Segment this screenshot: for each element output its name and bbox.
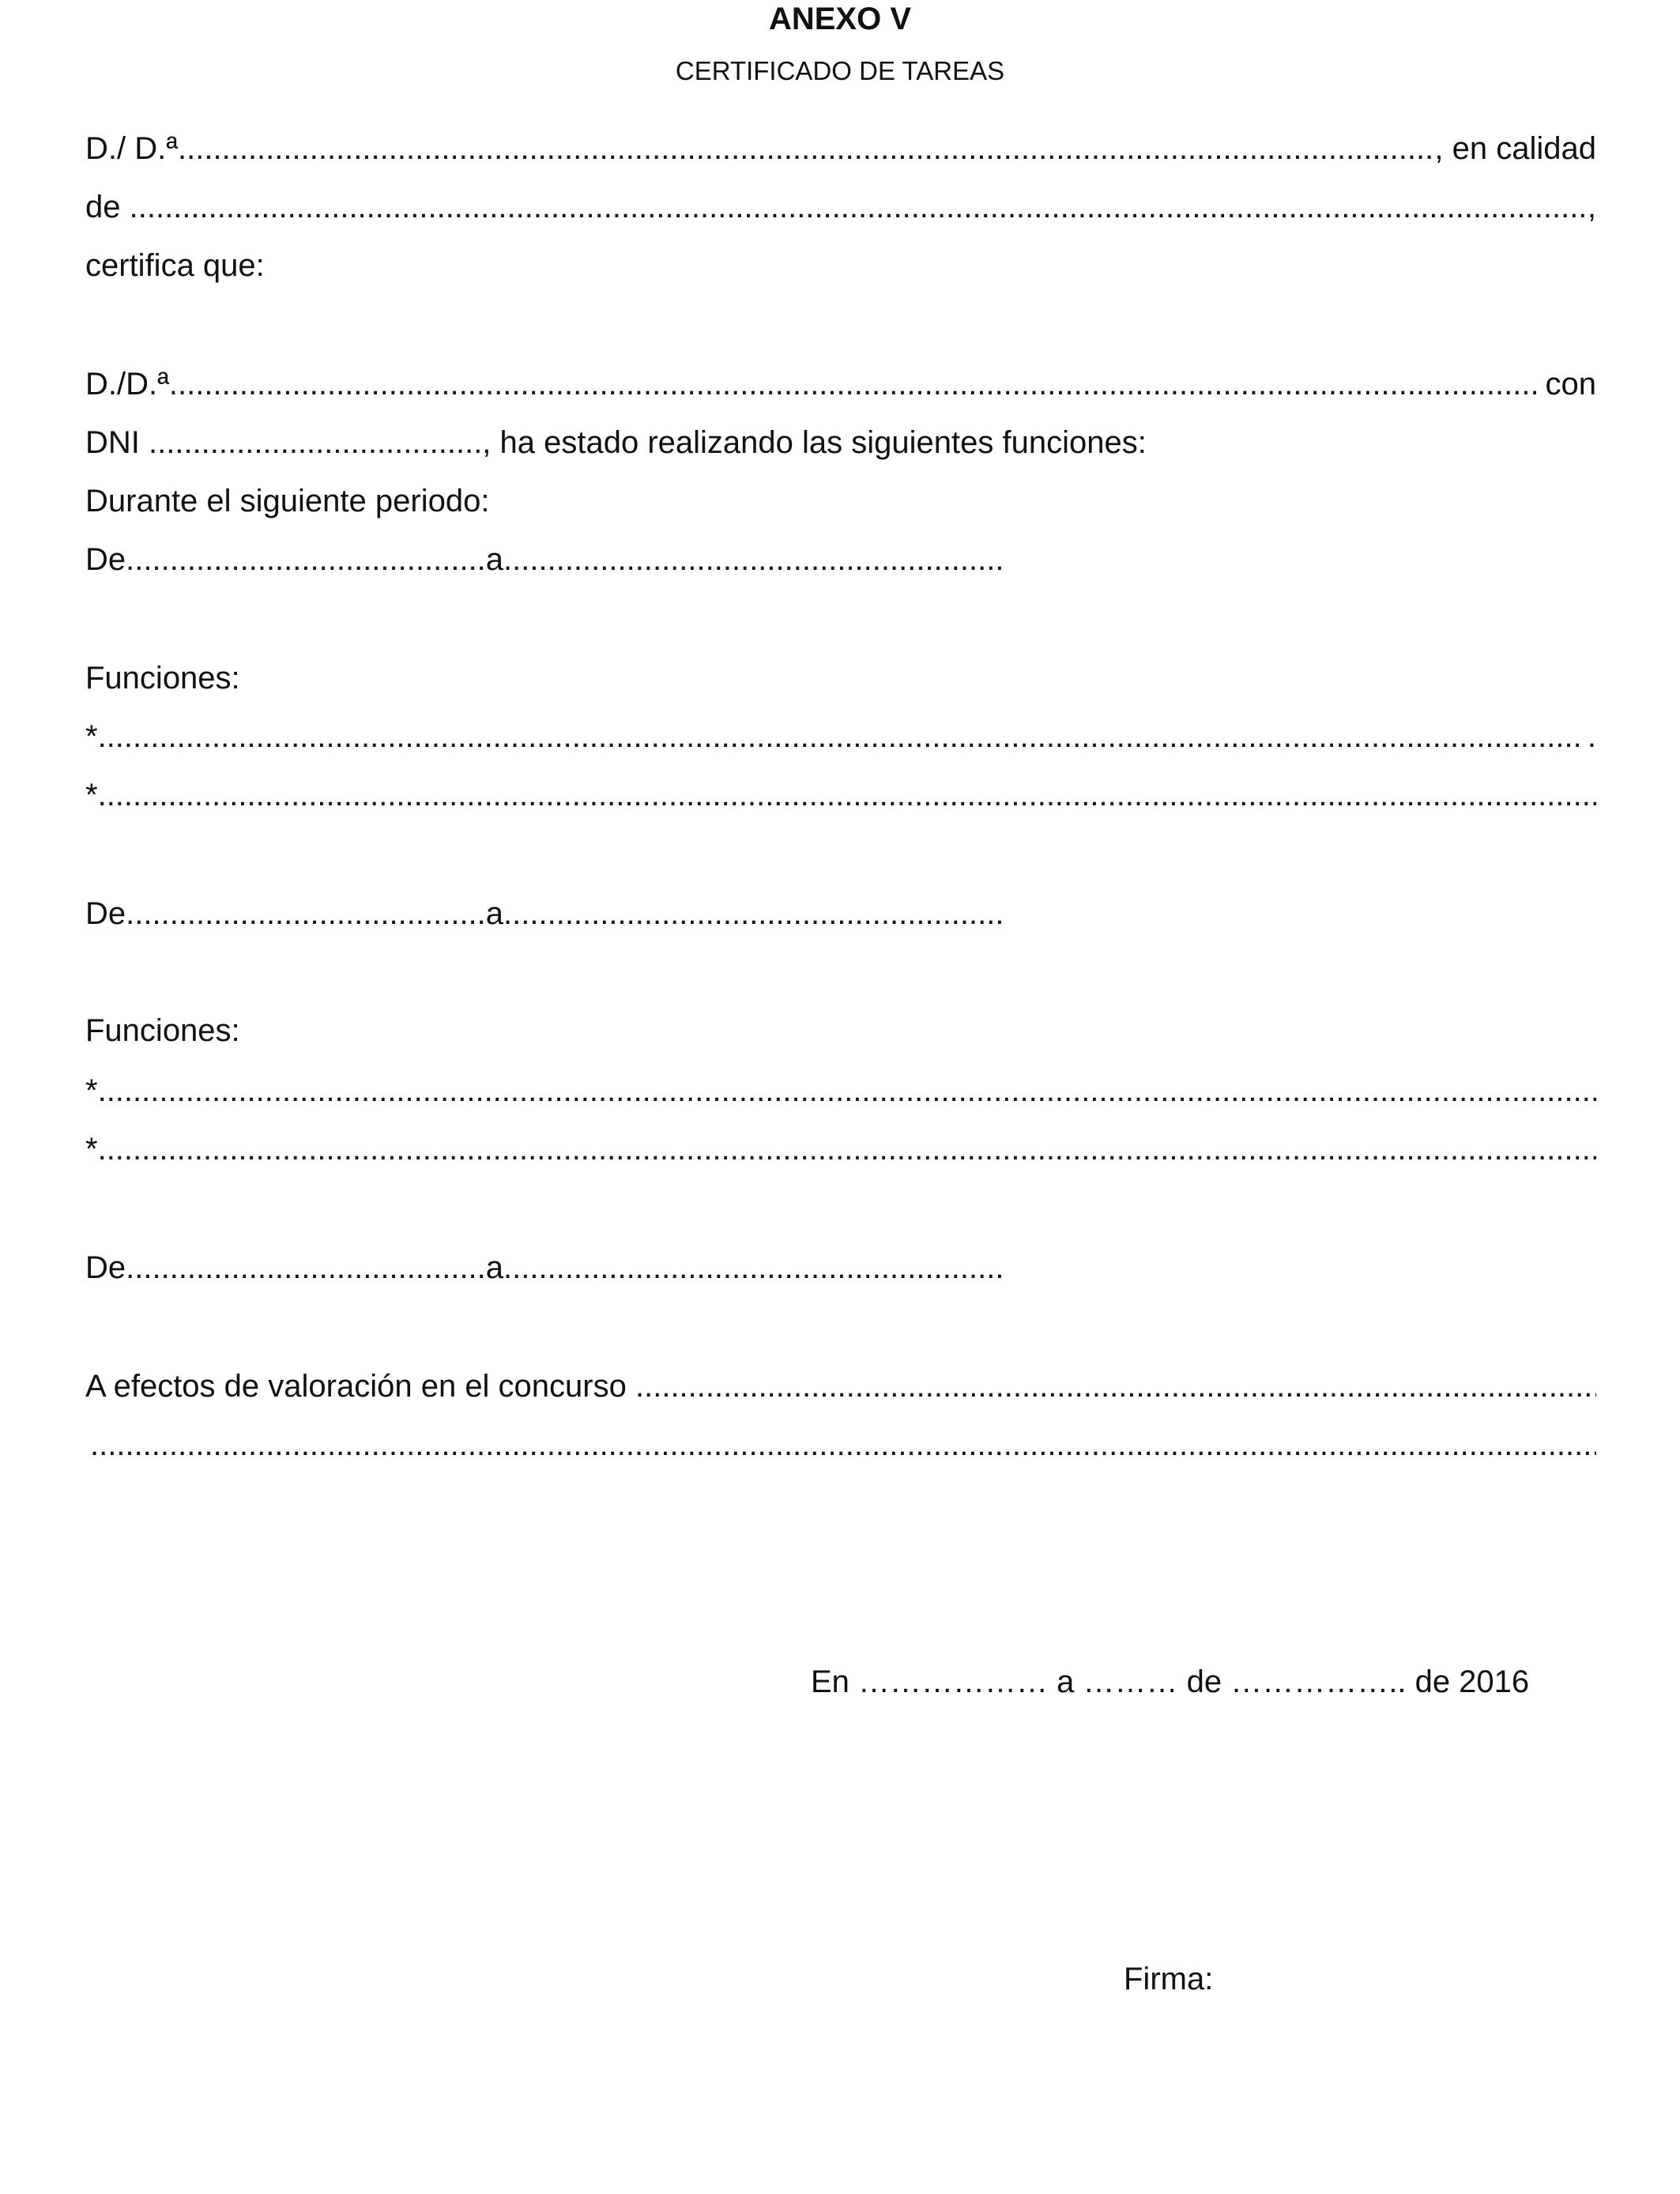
document-title: ANEXO V <box>768 2 912 36</box>
function-end: . <box>1578 719 1596 754</box>
bullet-asterisk: * <box>85 1132 98 1167</box>
certifier-capacity-label: , en calidad <box>1434 131 1596 166</box>
period-1-functions-label: Funciones: <box>85 661 240 696</box>
period-1-function-2 <box>85 776 1596 814</box>
certifier-name-blank <box>178 130 1434 168</box>
certifier-role-blank <box>130 188 1588 226</box>
signature-label: Firma: <box>1124 1962 1214 1996</box>
certifier-role-label: de <box>85 190 130 224</box>
document-subtitle: CERTIFICADO DE TAREAS <box>675 56 1005 85</box>
period-2-dates: De.........................................a......................................................... <box>85 896 1004 931</box>
period-2-function-2 <box>85 1130 1596 1168</box>
purpose-blank <box>635 1367 1596 1405</box>
employee-con-label: con <box>1536 367 1596 401</box>
purpose-blank-continued <box>90 1426 1596 1464</box>
bullet-asterisk: * <box>85 778 98 812</box>
employee-name-label: D./D.ª <box>85 367 169 401</box>
function-blank <box>98 718 1579 756</box>
certifier-name-line <box>85 130 1596 168</box>
certifier-role-comma: , <box>1587 190 1596 224</box>
period-2-functions-label: Funciones: <box>85 1013 240 1048</box>
purpose-label: A efectos de valoración en el concurso <box>85 1369 635 1404</box>
period-1-dates: De.........................................a......................................................... <box>85 542 1004 577</box>
bullet-asterisk: * <box>85 1073 98 1108</box>
employee-name-blank <box>169 365 1536 403</box>
bullet-asterisk: * <box>85 719 98 754</box>
period-intro-text: Durante el siguiente periodo: <box>85 484 490 518</box>
function-blank <box>98 1072 1596 1110</box>
employee-name-line <box>85 365 1596 403</box>
period-1-function-1 <box>85 718 1596 756</box>
certifier-name-label: D./ D.ª <box>85 131 179 166</box>
function-blank <box>98 1130 1596 1168</box>
certifies-that-text: certifica que: <box>85 248 265 283</box>
employee-dni-line: DNI ......................................, ha estado realizando las siguientes funciones: <box>85 425 1147 460</box>
certifier-role-line <box>85 188 1596 226</box>
function-blank <box>98 776 1596 814</box>
place-date-line: En ……………… a ……… de …………….. de 2016 <box>811 1664 1530 1699</box>
purpose-line-1 <box>85 1367 1596 1405</box>
purpose-line-2 <box>90 1426 1596 1464</box>
period-3-dates: De.........................................a......................................................... <box>85 1250 1004 1285</box>
period-2-function-1 <box>85 1072 1596 1110</box>
